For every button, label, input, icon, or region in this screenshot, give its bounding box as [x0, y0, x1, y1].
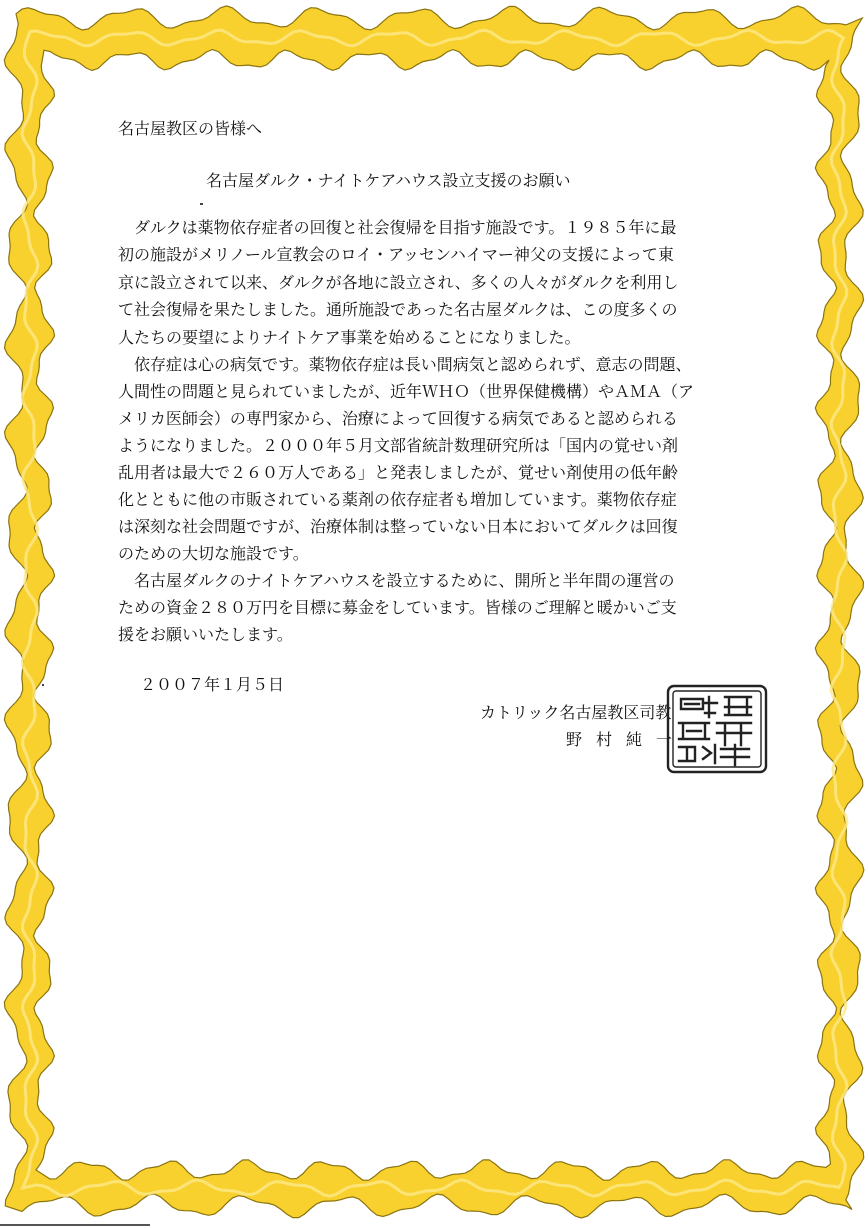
body-line: は深刻な社会問題ですが、治療体制は整っていない日本においてダルクは回復: [118, 517, 678, 536]
body-line: 京に設立されて以来、ダルクが各地に設立され、多くの人々がダルクを利用し: [118, 273, 679, 292]
body-line: 初の施設がメリノール宣教会のロイ・アッセンハイマー神父の支援によって東: [118, 245, 674, 264]
body-line: ための資金２８０万円を目標に募金をしています。皆様のご理解と暖かいご支: [118, 598, 677, 617]
body-line: 化とともに他の市販されている薬剤の依存症者も増加しています。薬物依存症: [118, 490, 677, 509]
body-line: ようになりました。２０００年５月文部省統計数理研究所は「国内の覚せい剤: [118, 436, 679, 455]
body-line: のための大切な施設です。: [118, 544, 309, 563]
scan-bottom-line: [0, 1224, 150, 1226]
salutation: 名古屋教区の皆様へ: [118, 119, 263, 138]
body-line: 名古屋ダルクのナイトケアハウスを設立するために、開所と半年間の運営の: [118, 571, 675, 590]
body-line: 援をお願いいたします。: [118, 625, 293, 644]
body-line: 人たちの要望によりナイトケア事業を始めることになりました。: [118, 328, 581, 347]
body-line: 乱用者は最大で２６０万人である」と発表しましたが、覚せい剤使用の低年齢: [118, 463, 679, 482]
scan-speck: [42, 684, 44, 686]
letter-date: ２００７年１月５日: [140, 675, 285, 694]
letter-title: 名古屋ダルク・ナイトケアハウス設立支援のお願い: [206, 171, 571, 190]
sender-name: 野村純一: [566, 730, 687, 749]
body-line: メリカ医師会）の専門家から、治療によって回復する病気であると認められる: [118, 409, 678, 428]
body-line: 人間性の問題と見られていましたが、近年ＷＨＯ（世界保健機構）やＡＭＡ（ア: [118, 382, 695, 401]
body-line: 依存症は心の病気です。薬物依存症は長い間病気と認められず、意志の問題、: [118, 355, 692, 374]
body-line: て社会復帰を果たしました。通所施設であった名古屋ダルクは、この度多くの: [118, 300, 678, 319]
bishop-seal-stamp: [665, 683, 769, 775]
body-line: ダルクは薬物依存症者の回復と社会復帰を目指す施設です。１９８５年に最: [118, 218, 677, 237]
sender-organization: カトリック名古屋教区司教: [480, 703, 672, 722]
scan-speck: [200, 203, 203, 205]
